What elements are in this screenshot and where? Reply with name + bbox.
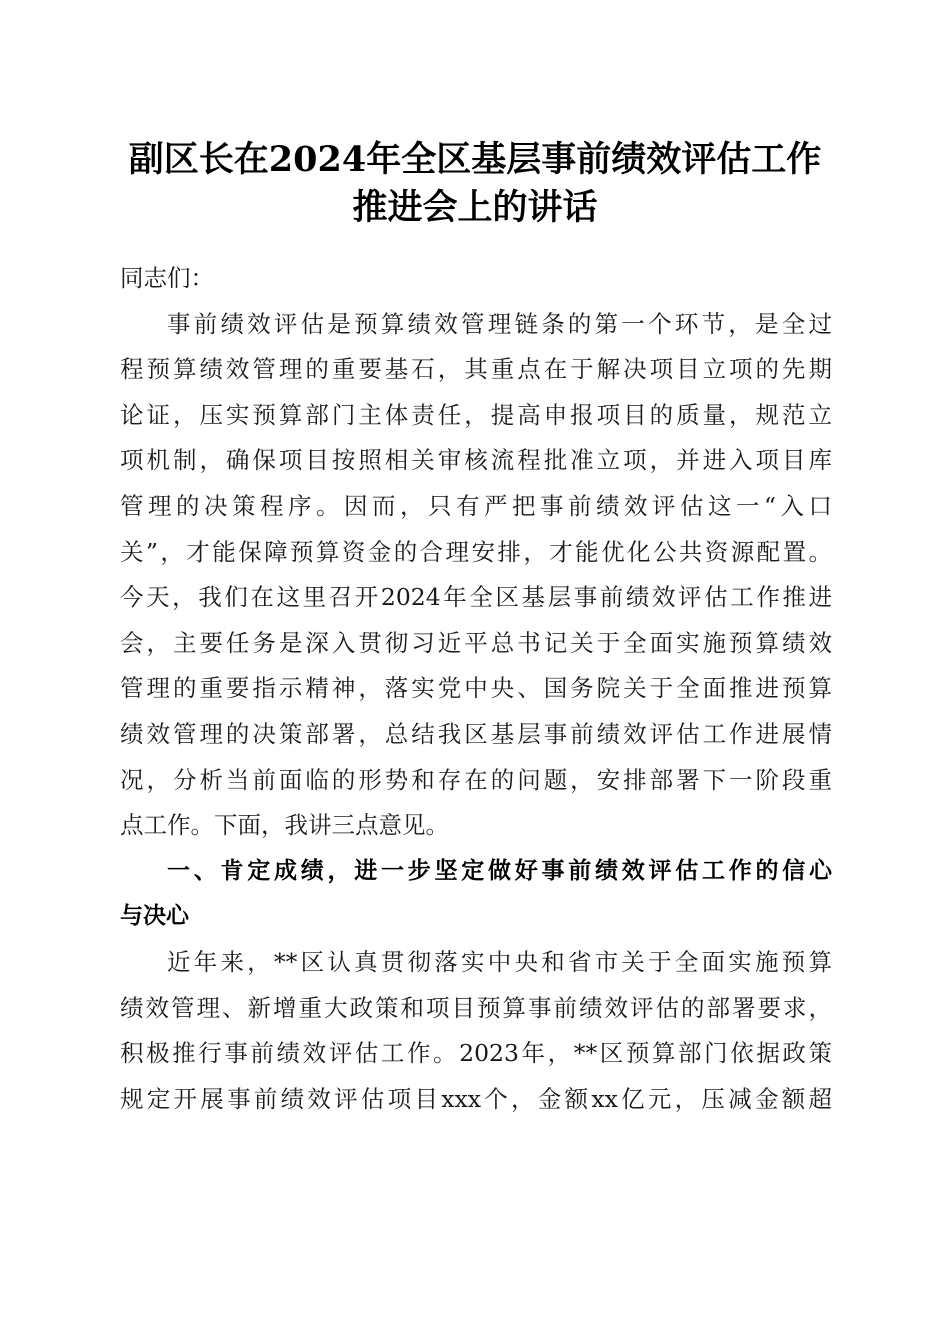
paragraph-line: 绩效管理的决策部署，总结我区基层事前绩效评估工作进展情: [120, 719, 832, 748]
salutation: 同志们：: [120, 264, 214, 292]
section-heading-line: 与决心: [120, 903, 189, 930]
paragraph-line: 程预算绩效管理的重要基石，其重点在于解决项目立项的先期: [120, 355, 832, 384]
title-line: 推进会上的讲话: [352, 187, 598, 228]
paragraph-line: 况，分析当前面临的形势和存在的问题，安排部署下一阶段重: [120, 765, 832, 794]
paragraph-line: 会，主要任务是深入贯彻习近平总书记关于全面实施预算绩效: [120, 628, 832, 657]
paragraph-line: 绩效管理、新增重大政策和项目预算事前绩效评估的部署要求，: [120, 993, 832, 1022]
paragraph-line: 今天，我们在这里召开2024年全区基层事前绩效评估工作推进: [120, 583, 832, 612]
paragraph-line: 项机制，确保项目按照相关审核流程批准立项，并进入项目库: [120, 446, 832, 475]
paragraph-line: 论证，压实预算部门主体责任，提高申报项目的质量，规范立: [120, 400, 832, 429]
paragraph-line: 事前绩效评估是预算绩效管理链条的第一个环节，是全过: [167, 309, 832, 338]
paragraph-line: 规定开展事前绩效评估项目xxx个，金额xx亿元，压减金额超: [120, 1084, 832, 1113]
paragraph-line: 近年来，**区认真贯彻落实中央和省市关于全面实施预算: [167, 947, 832, 976]
document-body: [120, 256, 832, 1122]
paragraph-line: 管理的重要指示精神，落实党中央、国务院关于全面推进预算: [120, 674, 832, 703]
paragraph-line: 管理的决策程序。因而，只有严把事前绩效评估这一“入口: [120, 491, 832, 520]
paragraph-line: 积极推行事前绩效评估工作。2023年，**区预算部门依据政策: [120, 1039, 832, 1068]
title-line: 副区长在2024年全区基层事前绩效评估工作: [128, 139, 822, 180]
section-heading-line: 一、肯定成绩，进一步坚定做好事前绩效评估工作的信心: [167, 857, 832, 884]
paragraph-line: 点工作。下面，我讲三点意见。: [120, 811, 449, 840]
document-title: [100, 136, 850, 232]
paragraph-line: 关”，才能保障预算资金的合理安排，才能优化公共资源配置。: [120, 537, 832, 566]
